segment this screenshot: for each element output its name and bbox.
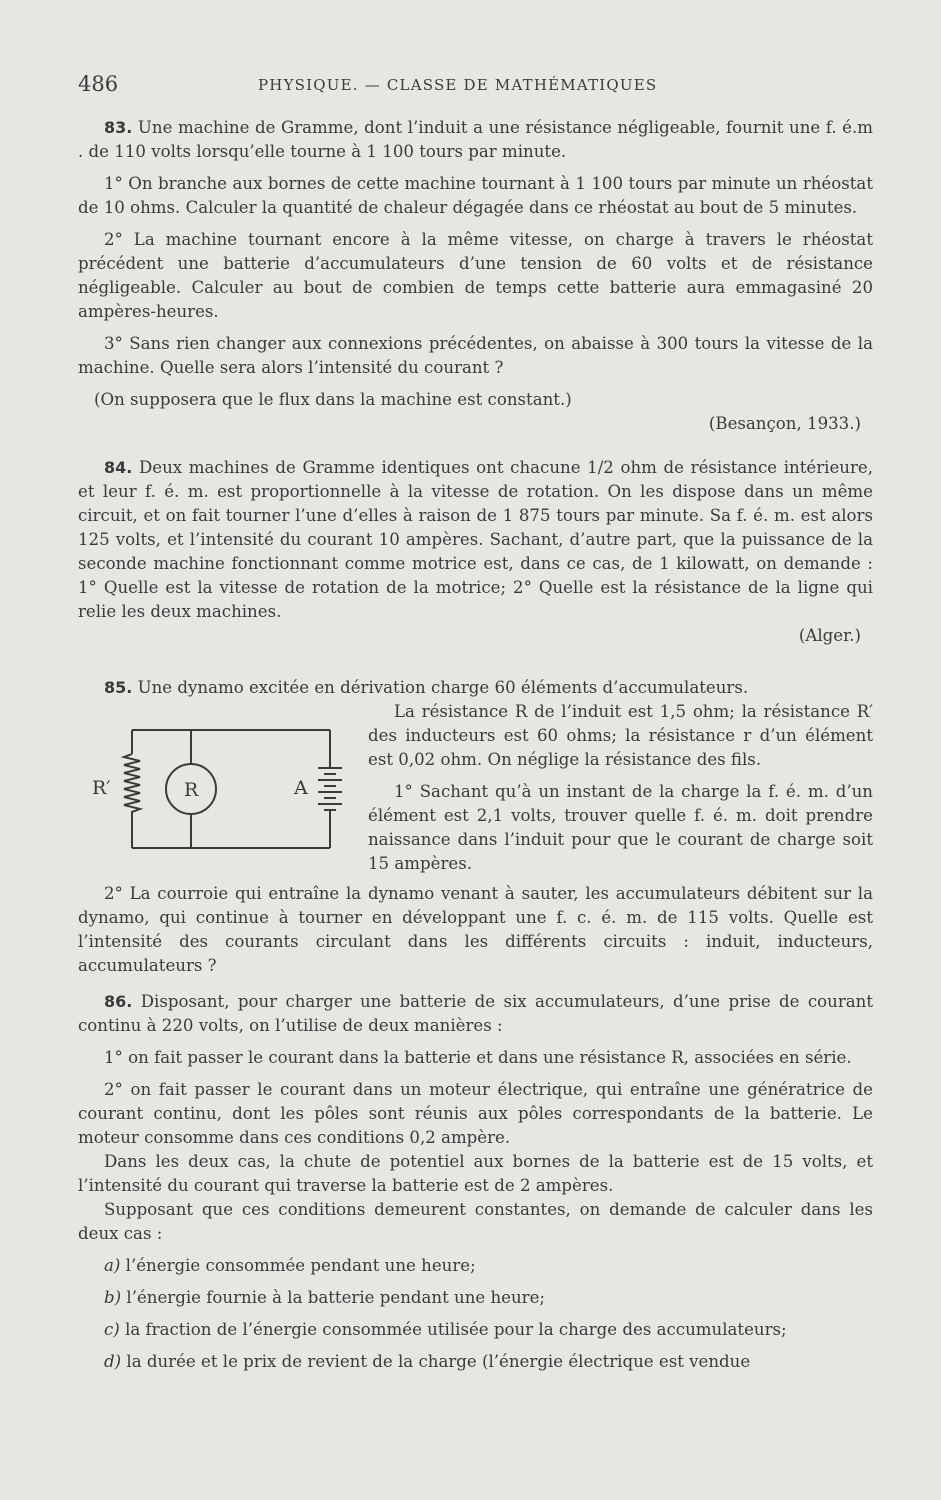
item-text: l’énergie fournie à la batterie pendant une heure;: [126, 1288, 546, 1307]
problem-85-part2: [78, 882, 873, 978]
item-text: l’énergie consommée pendant une heure;: [125, 1256, 476, 1275]
item-letter: c): [104, 1320, 120, 1339]
problem-note: (On supposera que le flux dans la machine est constant.): [94, 390, 572, 409]
problem-source: (Besançon, 1933.): [708, 414, 861, 433]
request: Supposant que ces conditions demeurent constantes, on demande de calculer dans les deux cas :: [78, 1200, 873, 1243]
problem-number: 84.: [104, 458, 133, 477]
question-1: 1° Sachant qu’à un instant de la charge la f. é. m. d’un élément est 2,1 volts, trouver quelle f. é. m. doit prendre naissance dans l’induit pour que le courant de charge soit 15 ampères.: [368, 782, 873, 873]
problem-text: Deux machines de Gramme identiques ont chacune 1/2 ohm de résistance intérieure, et leur f. é. m. est proportionnelle à la vitesse de rotation. On les dispose dans un même circuit, et on fait tourner l’une d’elles à raison de 1 875 tours par minute. Sa f. é. m. est alors 125 volts, et l’intensité du courant 10 ampères. Sachant, d’autre part, que la puissance de la seconde machine fonctionnant comme motrice est, dans ce cas, de 1 kilowatt, on demande : 1° Quelle est la vitesse de rotation de la motrice; 2° Quelle est la résistance de la ligne qui relie les deux machines.: [78, 458, 873, 621]
list-item: [78, 1350, 873, 1374]
question-1: 1° On branche aux bornes de cette machine tournant à 1 100 tours par minute un rhéostat de 10 ohms. Calculer la quantité de chaleur dégagée dans ce rhéostat au bout de 5 minutes.: [78, 174, 873, 217]
running-title: PHYSIQUE. — CLASSE DE MATHÉMATIQUES: [258, 76, 658, 94]
problem-84: [78, 456, 873, 648]
label-r: R: [184, 779, 199, 801]
method-1: 1° on fait passer le courant dans la batterie et dans une résistance R, associées en série.: [104, 1048, 852, 1067]
item-text: la durée et le prix de revient de la charge (l’énergie électrique est vendue: [126, 1352, 751, 1371]
question-2: 2° La machine tournant encore à la même vitesse, on charge à travers le rhéostat précédent une batterie d’accumulateurs d’une tension de 60 volts et de résistance négligeable. Calculer au bout de combien de temps cette batterie aura emmagasiné 20 ampères-heures.: [78, 230, 873, 321]
item-letter: d): [104, 1352, 122, 1371]
problem-number: 86.: [104, 992, 133, 1011]
problem-86: [78, 990, 873, 1374]
conditions: Dans les deux cas, la chute de potentiel aux bornes de la batterie est de 15 volts, et l’intensité du courant qui traverse la batterie est de 2 ampères.: [78, 1152, 873, 1195]
problem-number: 83.: [104, 118, 133, 137]
label-rprime: R′: [92, 777, 111, 799]
circuit-diagram: [90, 718, 350, 858]
method-2: 2° on fait passer le courant dans un moteur électrique, qui entraîne une génératrice de courant continu, dont les pôles sont réunis aux pôles correspondants de la batterie. Le moteur consomme dans ces conditions 0,2 ampère.: [78, 1080, 873, 1147]
list-item: [78, 1318, 873, 1342]
problem-number: 85.: [104, 678, 133, 697]
problem-85-intro: [78, 676, 873, 700]
item-text: la fraction de l’énergie consommée utilisée pour la charge des accumulateurs;: [125, 1320, 787, 1339]
label-a: A: [294, 777, 308, 799]
question-2: 2° La courroie qui entraîne la dynamo venant à sauter, les accumulateurs débitent sur la dynamo, qui continue à tourner en développant une f. c. é. m. de 115 volts. Quelle est l’intensité des courants circulant dans les différents circuits : induit, inducteurs, accumulateurs ?: [78, 884, 873, 975]
inductor-resistance-rprime: [124, 754, 140, 824]
problem-83: [78, 116, 873, 436]
problem-85-right-column: [368, 700, 873, 876]
problem-intro: Disposant, pour charger une batterie de six accumulateurs, d’une prise de courant continu à 220 volts, on l’utilise de deux manières :: [78, 992, 873, 1035]
problem-intro: Une dynamo excitée en dérivation charge 60 éléments d’accumulateurs.: [137, 678, 749, 697]
question-3: 3° Sans rien changer aux connexions précédentes, on abaisse à 300 tours la vitesse de la machine. Quelle sera alors l’intensité du courant ?: [78, 334, 873, 377]
item-letter: b): [104, 1288, 122, 1307]
problem-data: La résistance R de l’induit est 1,5 ohm; la résistance R′ des inducteurs est 60 ohms; la résistance r d’un élément est 0,02 ohm. On néglige la résistance des fils.: [368, 702, 873, 769]
item-letter: a): [104, 1256, 121, 1275]
problem-intro: Une machine de Gramme, dont l’induit a une résistance négligeable, fournit une f. é.m . de 110 volts lorsqu’elle tourne à 1 100 tours par minute.: [78, 118, 874, 161]
list-item: [78, 1286, 873, 1310]
list-item: [78, 1254, 873, 1278]
problem-source: (Alger.): [798, 626, 861, 645]
page-header: [78, 72, 881, 102]
page-number: 486: [78, 72, 119, 96]
